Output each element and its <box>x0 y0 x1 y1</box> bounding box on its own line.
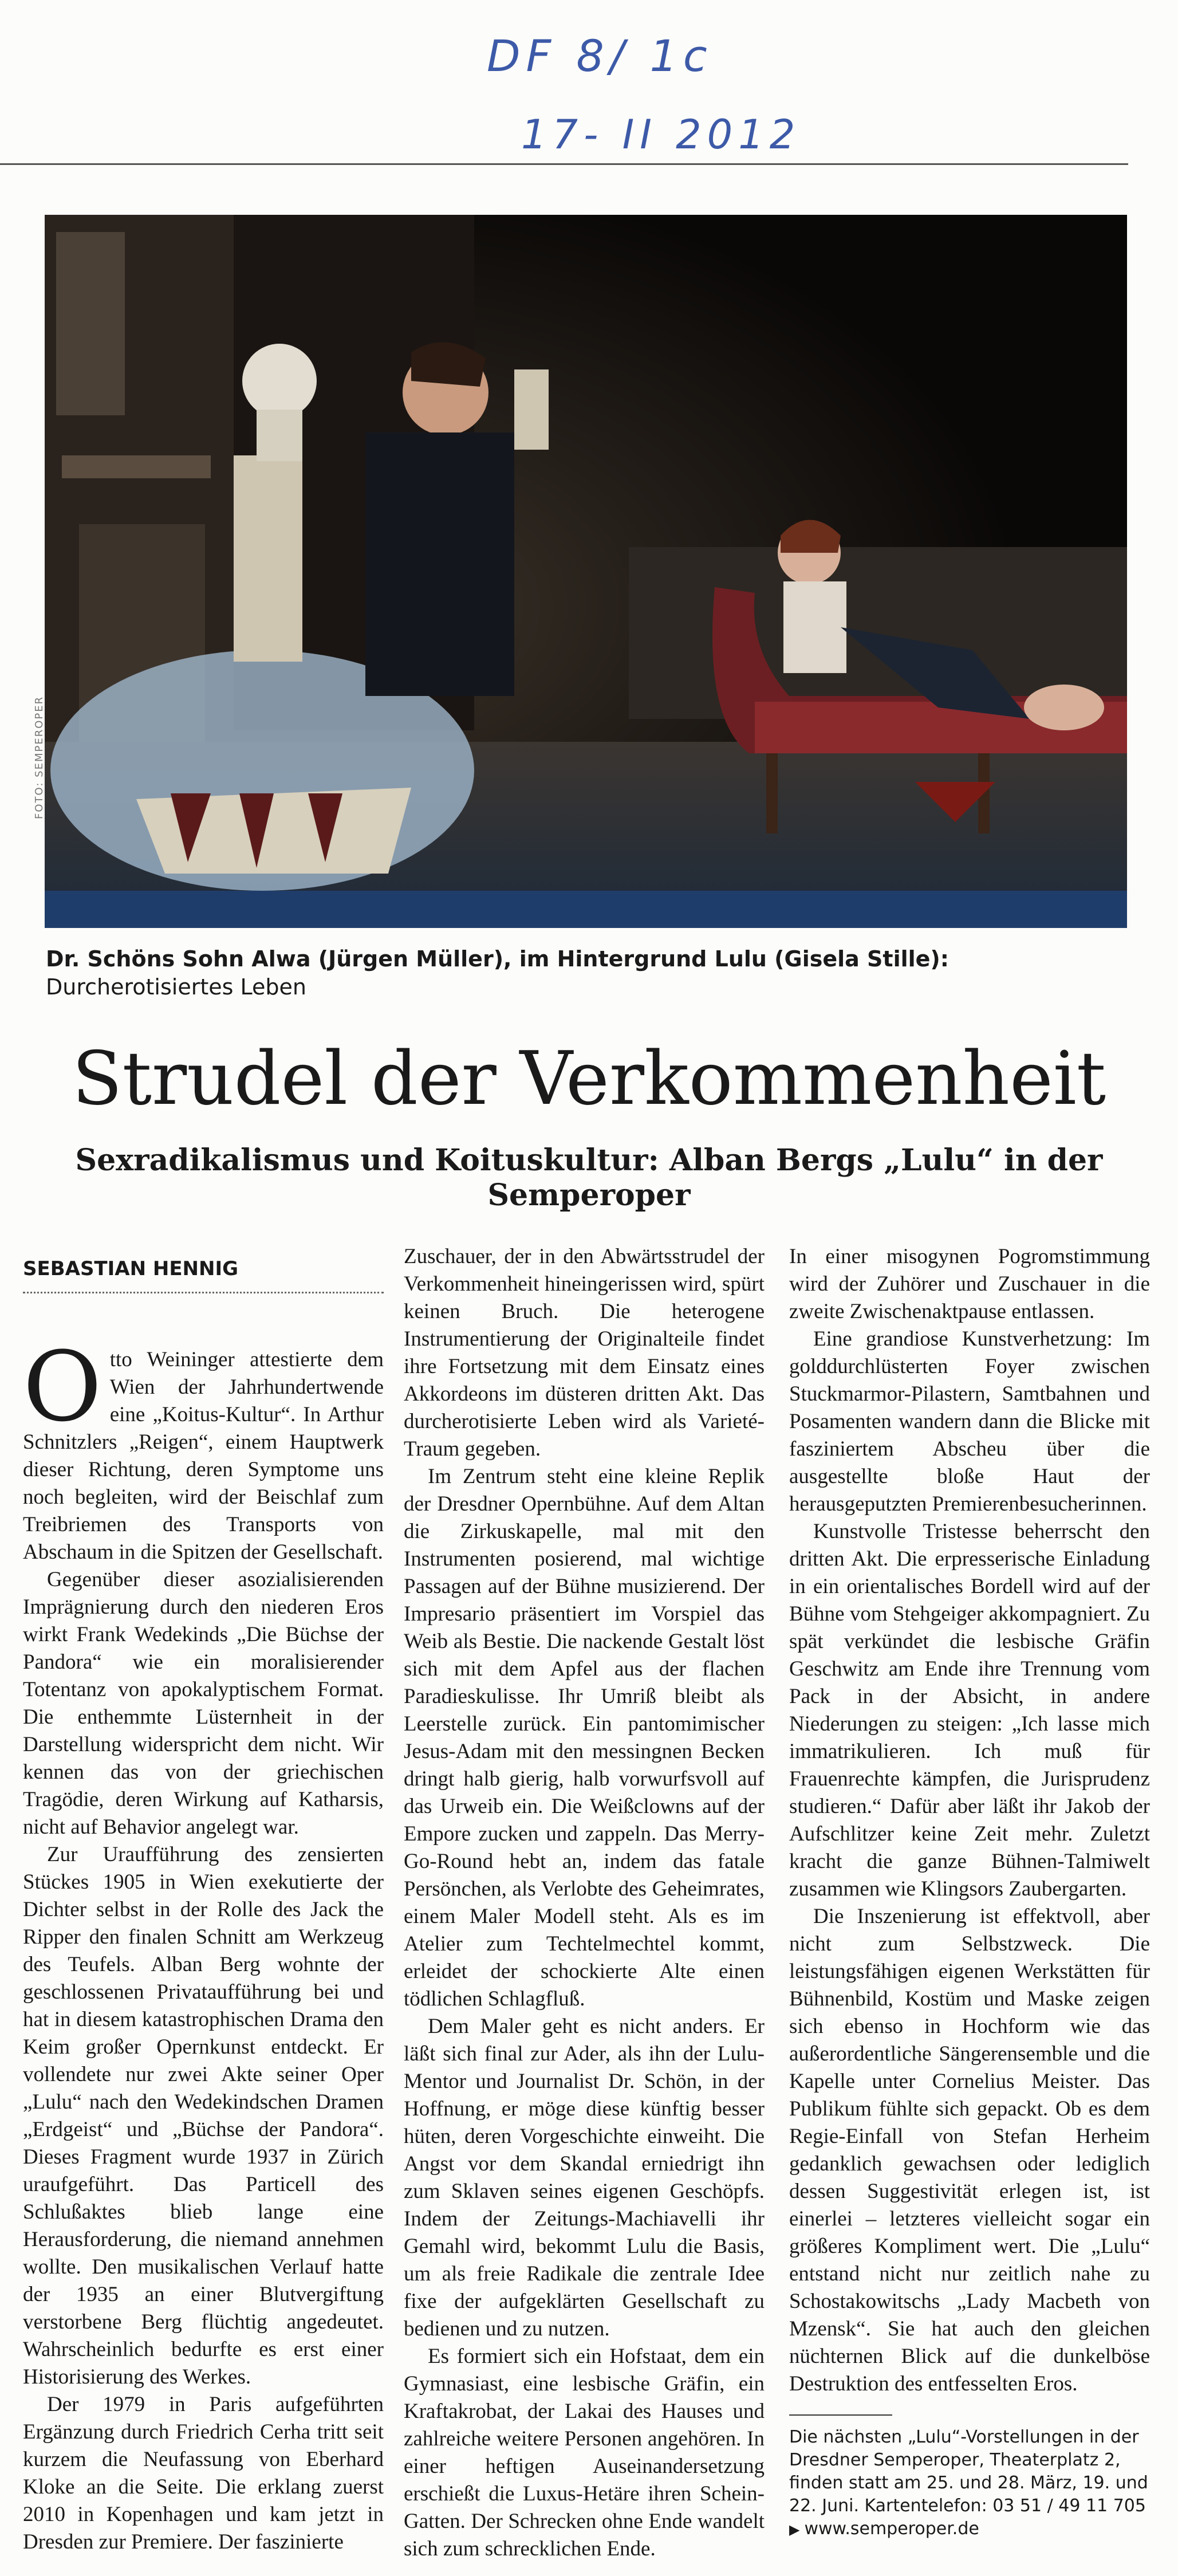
author-byline: SEBASTIAN HENNIG <box>23 1257 384 1293</box>
paragraph: Es formiert sich ein Hofstaat, dem ein Gymnasiast, eine lesbische Gräfin, ein Kraftakrobat, der Lakai des Hauses und zahlreiche weitere Personen angehören. In einer heftigen Auseinandersetzung erschießt die Luxus-Hetäre ihren Schein-Gatten. Der Schrecken ohne Ende wandelt sich zum schrecklichen Ende. <box>404 2345 765 2561</box>
subheadline: Sexradikalismus und Koituskultur: Alban Bergs „Lulu“ in der Semperoper <box>75 1143 1103 1213</box>
paragraph: Zur Uraufführung des zensierten Stückes 1905 in Wien exekutierte der Dichter selbst in der Rolle des Jack the Ripper den finalen Schnitt am Werkzeug des Teufels. Alban Berg wohnte der geschlossenen Privataufführung bei und hat in diesem katastrophischen Drama den Keim großer Opernkunst entdeckt. Er vollendete nur zwei Akte seiner Oper „Lulu“ nach den Wedekindschen Dramen „Erdgeist“ und „Büchse der Pandora“. Dieses Fragment wurde 1937 in Zürich uraufgeführt. Das Particell des Schlußaktes blieb lange eine Herausforderung, die niemand annehmen wollte. Den musikalischen Verlauf hatte der 1935 an einer Blutvergiftung verstorbene Berg flüchtig angedeutet. Wahrscheinlich bedurfte es erst einer Historisierung des Werkes. <box>23 1843 384 2389</box>
stage-photo-illustration <box>45 215 1127 928</box>
photo-credit: FOTO: SEMPEROPER <box>33 695 45 819</box>
drop-cap: O <box>23 1331 102 1443</box>
info-box <box>789 2414 1150 2541</box>
stage-photo <box>45 215 1127 928</box>
paragraph: Die Inszenierung ist effektvoll, aber nicht zum Selbstzweck. Die leistungsfähigen eigenen Werkstätten für Bühnenbild, Kostüm und Maske zeigen sich ebenso in Hochform wie das außerordentliche Sängerensemble und die Kapelle unter Cornelius Meister. Das Publikum fühlte sich gepackt. Ob es dem Regie-Einfall von Stefan Herheim gedanklich gewachsen oder lediglich dessen Suggestivität erlegen ist, ist einerlei – letzteres vielleicht sogar ein größeres Kompliment wert. Die „Lulu“ entstand nicht nur zeitlich nahe zu Schostakowitschs „Lady Macbeth von Mzensk“. Sie hat auch den gleichen nüchternen Blick auf die dunkelböse Destruktion des entfesselten Eros. <box>789 1905 1150 2396</box>
info-rule <box>789 2414 892 2416</box>
article-column-2 <box>404 1243 765 2563</box>
paragraph: Eine grandiose Kunstverhetzung: Im golddurchlüsterten Foyer zwischen Stuckmarmor-Pilastern, Samtbahnen und Posamenten wandern dann die Blicke mit fasziniertem Abscheu über die ausgestellte bloße Haut der herausgeputzten Premierenbesucherinnen. <box>789 1327 1150 1516</box>
paragraph: Der 1979 in Paris aufgeführten Ergänzung durch Friedrich Cerha tritt seit kurzem die Neufassung von Eberhard Kloke an die Seite. Die erklang zuerst 2010 in Kopenhagen und kam jetzt in Dresden zur Premiere. Der faszinierte <box>23 2393 384 2554</box>
article-column-3 <box>789 1243 1150 2398</box>
article-column-1 <box>23 1331 384 2556</box>
info-text: Die nächsten „Lulu“-Vorstellungen in der Dresdner Semperoper, Theaterplatz 2, finden statt am 25. und 28. März, 19. und 22. Juni. Kartentelefon: 03 51 / 49 11 705 <box>789 2427 1148 2516</box>
paragraph: Im Zentrum steht eine kleine Replik der Dresdner Opernbühne. Auf dem Altan die Zirkuskapelle, mal mit den Instrumenten posierend, mal wichtige Passagen auf der Bühne musizierend. Der Impresario präsentiert im Vorspiel das Weib als Bestie. Die nackende Gestalt löst sich mit dem Apfel aus der flachen Paradieskulisse. Ihr Umriß bleibt als Leerstelle zurück. Ein pantomimischer Jesus-Adam mit den messingnen Becken dringt halb gierig, halb vorwurfsvoll auf das Urweib ein. Die Weißclowns auf der Empore zucken und zappeln. Das Merry-Go-Round hebt an, indem das fatale Persönchen, als Verlobte des Geheimrates, einem Maler Modell steht. Als es im Atelier zum Techtelmechtel kommt, erleidet der schockierte Alte einen tödlichen Schlagfluß. <box>404 1465 765 2011</box>
paragraph: Gegenüber dieser asozialisierenden Imprägnierung durch den niederen Eros wirkt Frank Wedekinds „Die Büchse der Pandora“ wie ein moralisierender Totentanz von apokalyptischem Format. Die enthemmte Lüsternheit in der Darstellung widerspricht dem nicht. Wir kennen das von der griechischen Tragödie, deren Wirkung auf Katharsis, nicht auf Behavior angelegt war. <box>23 1568 384 1839</box>
paragraph: In einer misogynen Pogromstimmung wird der Zuhörer und Zuschauer in die zweite Zwischenaktpause entlassen. <box>789 1245 1150 1323</box>
photo-caption <box>46 945 1122 1002</box>
paragraph: Zuschauer, der in den Abwärtsstrudel der Verkommenheit hineingerissen wird, spürt keinen Bruch. Die heterogene Instrumentierung der Originalteile findet ihre Fortsetzung mit dem Einsatz eines Akkordeons im düsteren dritten Akt. Das durcherotisierte Leben wird als Varieté-Traum gegeben. <box>404 1245 765 1461</box>
caption-bold: Dr. Schöns Sohn Alwa (Jürgen Müller), im Hintergrund Lulu (Gisela Stille): <box>46 946 949 972</box>
headline: Strudel der Verkommenheit <box>72 1036 1106 1122</box>
caption-text: Durcherotisiertes Leben <box>46 974 306 1000</box>
top-rule <box>0 163 1128 165</box>
info-link-line <box>789 2518 1150 2541</box>
paragraph: Kunstvolle Tristesse beherrscht den dritten Akt. Die erpresserische Einladung in ein orientalisches Bordell wird auf der Bühne vom Stehgeiger akkompagniert. Zu spät verkündet die lesbische Gräfin Geschwitz am Ende ihre Trennung vom Pack in der Absicht, in andere Niederungen zu steigen: „Ich lasse mich immatrikulieren. Ich muß für Frauenrechte kämpfen, die Jurisprudenz studieren.“ Dafür aber läßt ihr Jakob der Aufschlitzer keine Zeit mehr. Zuletzt kracht die ganze Bühnen-Talmiwelt zusammen wie Klingsors Zaubergarten. <box>789 1520 1150 1901</box>
paragraph: Otto Weininger attestierte dem Wien der Jahrhundertwende eine „Koitus-Kultur“. In Arthur Schnitzlers „Reigen“, einem Hauptwerk dieser Richtung, deren Symptome uns noch begleiten, wird der Beischlaf zum Treibriemen des Transports von Abschaum in die Spitzen der Gesellschaft. <box>23 1331 384 1564</box>
paragraph: Dem Maler geht es nicht anders. Er läßt sich final zur Ader, als ihn der Lulu-Mentor und Journalist Dr. Schön, in der Hoffnung, er möge diese künftig besser hüten, deren Vorgeschichte einweiht. Die Angst vor dem Skandal erniedrigt ihn zum Sklaven seines eigenen Geschöpfs. Indem der Zeitungs-Machiavelli ihr Gemahl wird, bekommt Lulu die Basis, um als freie Radikale die zentrale Idee fixe der aufgeklärten Gesellschaft zu bedienen und zu nutzen. <box>404 2015 765 2341</box>
handwritten-date-mark: 17- II 2012 <box>521 111 801 158</box>
website-link[interactable]: www.semperoper.de <box>804 2519 979 2539</box>
handwritten-archive-mark: DF 8/ 1c <box>487 30 713 81</box>
arrow-right-icon: ▶ <box>789 2522 800 2538</box>
skull <box>242 344 317 418</box>
